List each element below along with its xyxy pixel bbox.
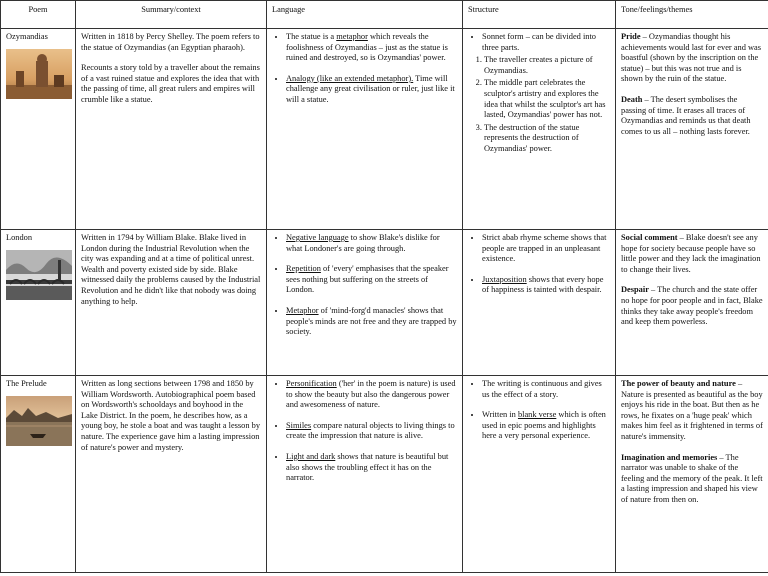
structure-cell — [463, 29, 616, 230]
list-item: • Juxtaposition shows that every hope of happiness is tainted with despair. — [482, 275, 610, 296]
summary-paragraph: Written in 1818 by Percy Shelley. The poem refers to the statue of Ozymandias (an Egyptian pharaoh). — [81, 32, 260, 52]
tone-cell — [616, 230, 768, 376]
list-item: • The statue is a metaphor which reveals the foolishness of Ozymandias – just as the statue is ruined and destroyed, so is Ozymandias' power. — [286, 32, 457, 64]
table-row — [1, 29, 768, 230]
structure-cell — [463, 376, 616, 573]
poem-cell — [1, 29, 76, 230]
theme-paragraph: Social comment – Blake doesn't see any hope for society because people have so little power and they lack the imagination to change their lives. — [621, 233, 761, 274]
header-tone: Tone/feelings/themes — [616, 1, 768, 29]
poem-cell — [1, 230, 76, 376]
tone-cell — [616, 29, 768, 230]
language-cell — [267, 29, 463, 230]
list-item: • Analogy (like an extended metaphor). Time will challenge any great civilisation or ruler, just like it will a statue. — [286, 74, 457, 106]
summary-cell — [76, 230, 267, 376]
language-cell — [267, 230, 463, 376]
list-item: • The writing is continuous and gives us the effect of a story. — [482, 379, 610, 400]
list-item: 2. The middle part celebrates the sculptor's artistry and explores the idea that whilst the sculptor's art has lasted, Ozymandias' power has not. — [484, 78, 610, 120]
table-row — [1, 230, 768, 376]
header-poem: Poem — [1, 1, 76, 29]
list-item: • Metaphor of 'mind-forg'd manacles' shows that people's minds are not free and they are trapped by society. — [286, 306, 457, 338]
summary-paragraph: Written as long sections between 1798 and 1850 by William Wordsworth. Autobiographical poem based on Wordsworth's schooldays and boyhood in the Lake District. In the poem, he describes how, as a young boy, he stole a boat and was taught a lesson by nature. The experience gave him a lasting impression of nature's power and mystery. — [81, 379, 261, 452]
poem-cell — [1, 376, 76, 573]
language-cell — [267, 376, 463, 573]
structure-cell — [463, 230, 616, 376]
header-structure: Structure — [463, 1, 616, 29]
table-row — [1, 376, 768, 573]
tone-cell — [616, 376, 768, 573]
poem-title: London — [6, 233, 33, 242]
theme-paragraph: Despair – The church and the state offer no hope for poor people and in fact, Blake thinks they take away people's freedom and keep them powerless. — [621, 285, 763, 327]
summary-paragraph: Recounts a story told by a traveller about the remains of a vast ruined statue and explores the idea that with the passing of time, all great rulers and empires will crumble like a statue. — [81, 63, 260, 104]
theme-paragraph: The power of beauty and nature – Nature is presented as beautiful as the boy enjoys his ride in the boat. But then as he rows, he fixates on a 'huge peak' which makes him feel as it frightened in terms of nature's immensity. — [621, 379, 763, 441]
list-item: • Strict abab rhyme scheme shows that people are trapped in an unpleasant existence. — [482, 233, 610, 265]
header-summary: Summary/context — [76, 1, 267, 29]
list-item: • Sonnet form – can be divided into three parts. — [482, 32, 610, 53]
header-language: Language — [267, 1, 463, 29]
theme-paragraph: Pride – Ozymandias thought his achievements would last for ever and was boastful (shown by the inscription on the statue) – but this was not true and is shown by the ruin of the statue. — [621, 32, 761, 84]
list-item: • Written in blank verse which is often used in epic poems and highlights here a very personal experience. — [482, 410, 610, 442]
poem-title: The Prelude — [6, 379, 47, 388]
summary-paragraph: Written in 1794 by William Blake. Blake lived in London during the Industrial Revolution when the city was expanding and at a time of political unrest. Wealth and poverty existed side by side. Blake witnessed daily the problems caused by the Industrial Revolution and he didn't like that nobody was doing anything to help. — [81, 233, 261, 306]
list-item: • Light and dark shows that nature is beautiful but also shows the troubling effect it has on the narrator. — [286, 452, 457, 484]
list-item: • Similes compare natural objects to living things to create the impression that nature is alive. — [286, 421, 457, 442]
list-item: • Repetition of 'every' emphasises that the speaker sees nothing but suffering on the streets of London. — [286, 264, 457, 296]
summary-cell — [76, 29, 267, 230]
header-row — [1, 1, 768, 29]
list-item: 1. The traveller creates a picture of Ozymandias. — [484, 55, 610, 76]
list-item: 3. The destruction of the statue represents the destruction of Ozymandias' power. — [484, 123, 610, 155]
summary-cell — [76, 376, 267, 573]
lake-sunset-rowboat-image — [6, 396, 72, 446]
poem-title: Ozymandias — [6, 32, 48, 41]
list-item: • Personification ('her' in the poem is nature) is used to show the beauty but also the dangerous power and awesomeness of nature. — [286, 379, 457, 411]
london-bridge-engraving-image — [6, 250, 72, 300]
theme-paragraph: Imagination and memories – The narrator was unable to shake of the feeling and the memory of the peak. It left a lasting impression and shaped his view of nature from then on. — [621, 452, 763, 504]
desert-ruins-statue-image — [6, 49, 72, 99]
theme-paragraph: Death – The desert symbolises the passing of time. It erases all traces of Ozymandias and reminds us that death comes to us all – nothing lasts forever. — [621, 94, 751, 136]
list-item: • Negative language to show Blake's dislike for what Londoner's are going through. — [286, 233, 457, 254]
